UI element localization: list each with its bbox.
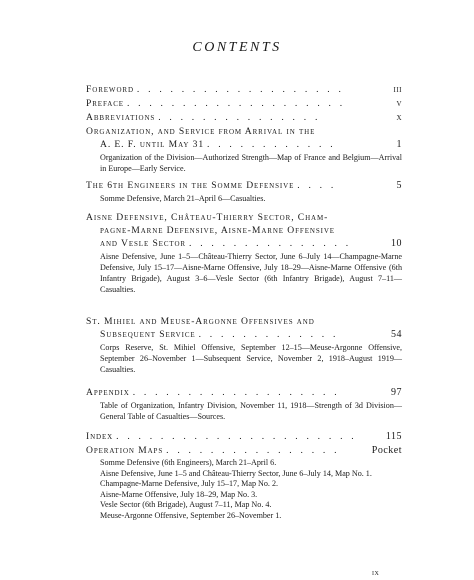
dot-leader: . . . . . . . . . . . . . . . <box>189 238 352 249</box>
map-item[interactable]: Somme Defensive (6th Engineers), March 21–April 6. <box>100 458 277 467</box>
page-number: v <box>396 98 402 109</box>
entry-description: Aisne Defensive, June 1–5—Château-Thierry Sector, June 6–July 14—Champagne-Marne Defensive, July 15–17—Aisne-Marne Offensive, July 18–29—Aisne-Marne Offensive (6th Infantry Brigade), August 3–6—Vesle Sector (6th Infantry Brigade), August 7–11—Casualties. <box>100 252 402 294</box>
dot-leader: . . . . . . . . . . . . . . . . . . . . . . <box>116 431 357 442</box>
entry-description: Corps Reserve, St. Mihiel Offensive, September 12–15—Meuse-Argonne Offensive, September 26–November 1—Subsequent Service, November 2, 1918–August 1919—Casualties. <box>100 343 402 374</box>
dot-leader: . . . . . . . . . . . . . <box>198 329 339 340</box>
toc-entry-appendix[interactable] <box>86 386 402 422</box>
toc-entry-aisne[interactable] <box>86 211 402 295</box>
entry-title-line: Subsequent Service <box>100 329 196 340</box>
map-item[interactable]: Champagne-Marne Defensive, July 15–17, Map No. 2. <box>100 479 279 489</box>
toc-entry-index[interactable] <box>86 430 402 443</box>
entry-title-line: pagne-Marne Defensive, Aisne-Marne Offensive <box>100 225 335 236</box>
page-number: 97 <box>391 387 402 398</box>
entry-title-line: Foreword <box>86 84 134 95</box>
page-number: 115 <box>385 431 402 442</box>
page-number: Pocket <box>371 445 402 456</box>
entry-description: Table of Organization, Infantry Division, November 11, 1918—Strength of 3d Division—General Table of Casualties—Sources. <box>100 401 402 421</box>
entry-title-line: and Vesle Sector <box>100 238 186 249</box>
dot-leader: . . . . . . . . . . . . <box>207 139 336 150</box>
folio-page-number: ix <box>372 568 380 577</box>
entry-description: Organization of the Division—Authorized Strength—Map of France and Belgium—Arrival in Europe—Early Service. <box>100 153 402 173</box>
map-item[interactable]: Aisne Defensive, June 1–5 and Château-Thierry Sector, June 6–July 14, Map No. 1. <box>100 468 372 478</box>
entry-title-line: Operation Maps <box>86 445 164 456</box>
toc-entry-foreword[interactable] <box>86 83 402 96</box>
dot-leader: . . . . . . . . . . . . . . . . . . . <box>136 84 345 95</box>
entry-title-line: The 6th Engineers in the Somme Defensive <box>86 180 295 191</box>
page-number: iii <box>393 84 402 95</box>
entry-description: Somme Defensive, March 21–April 6—Casualties. <box>100 194 266 203</box>
entry-title-line: Aisne Defensive, Château-Thierry Sector, Cham- <box>86 212 329 223</box>
entry-title-line: Abbreviations <box>86 112 156 123</box>
operation-maps-list <box>100 458 402 522</box>
dot-leader: . . . . <box>297 180 337 191</box>
entry-title-line: Index <box>86 431 114 442</box>
page-number: 10 <box>391 238 402 249</box>
map-item[interactable]: Meuse-Argonne Offensive, September 26–November 1. <box>100 510 282 520</box>
toc-entry-preface[interactable] <box>86 97 402 110</box>
page-number: 54 <box>391 329 402 340</box>
dot-leader: . . . . . . . . . . . . . . . <box>158 112 321 123</box>
dot-leader: . . . . . . . . . . . . . . . . . . . . <box>126 98 346 109</box>
toc-entry-st-mihiel[interactable] <box>86 315 402 375</box>
toc-entry-operation-maps[interactable] <box>86 444 402 457</box>
toc-entry-organization[interactable] <box>86 125 402 174</box>
entry-title-line: Appendix <box>86 387 130 398</box>
page-title: CONTENTS <box>192 40 282 55</box>
dot-leader: . . . . . . . . . . . . . . . . . . . <box>132 387 340 398</box>
toc-entry-abbreviations[interactable] <box>86 111 402 124</box>
dot-leader: . . . . . . . . . . . . . . . . <box>166 445 340 456</box>
map-item[interactable]: Aisne-Marne Offensive, July 18–29, Map No. 3. <box>100 489 258 499</box>
page-number: 5 <box>396 180 402 191</box>
entry-title-line: St. Mihiel and Meuse-Argonne Offensives and <box>86 316 315 327</box>
entry-title-line: Preface <box>86 98 124 109</box>
toc-entry-somme[interactable] <box>86 179 402 204</box>
page-number: x <box>396 112 402 123</box>
entry-title-line: Organization, and Service from Arrival in the <box>86 126 316 137</box>
entry-title-line: A. E. F. until May 31 <box>100 139 205 150</box>
map-item[interactable]: Vesle Sector (6th Brigade), August 7–11, Map No. 4. <box>100 500 272 510</box>
page-number: 1 <box>396 139 402 150</box>
